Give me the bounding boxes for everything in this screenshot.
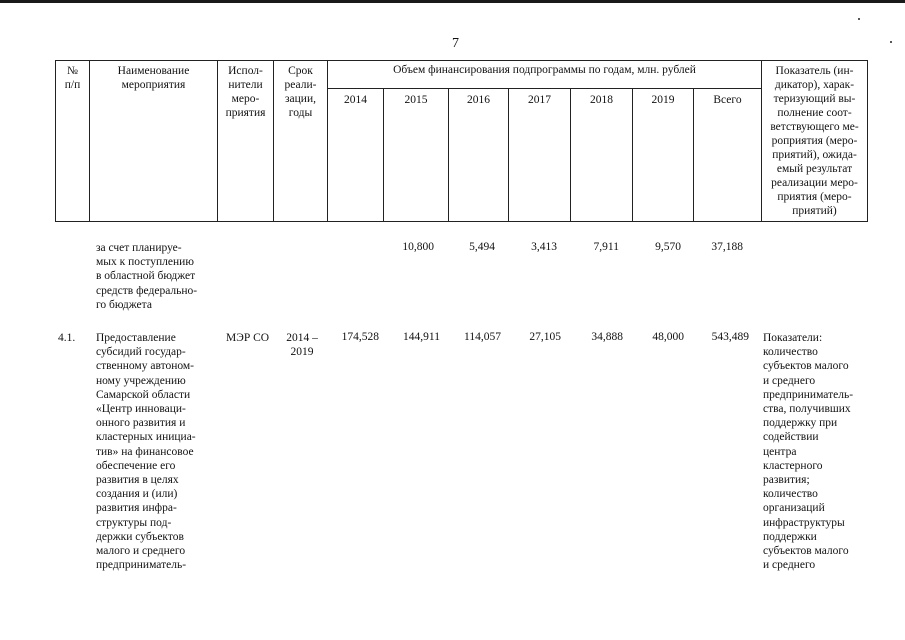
header-indicator: Показатель (ин- дикатор), харак- теризующий вы- полнение соот- ветствующего ме- роприятия (меро- приятий), ожида- емый результат реализации меро- приятия (меро- приятий) bbox=[770, 65, 859, 217]
row-federal-2015: 10,800 bbox=[402, 241, 434, 253]
header-year-2019: 2019 bbox=[651, 94, 675, 106]
row-4-1-term: 2014 – 2019 bbox=[286, 332, 318, 359]
header-term: Срок реали- зации, годы bbox=[284, 65, 317, 119]
row-federal-name: за счет планируе- мых к поступлению в областной бюджет средств федерально- го бюджета bbox=[96, 242, 198, 311]
table-header bbox=[55, 60, 868, 222]
scan-speck bbox=[890, 41, 892, 43]
row-4-1-2018: 34,888 bbox=[591, 331, 623, 343]
scan-speck bbox=[858, 18, 860, 20]
row-4-1-2016: 114,057 bbox=[464, 331, 501, 343]
row-federal-2016: 5,494 bbox=[469, 241, 495, 253]
header-funding: Объем финансирования подпрограммы по годам, млн. рублей bbox=[393, 64, 696, 76]
row-federal-2018: 7,911 bbox=[593, 241, 619, 253]
header-year-2018: 2018 bbox=[590, 94, 613, 106]
page-number: 7 bbox=[452, 36, 459, 51]
row-4-1-2014: 174,528 bbox=[341, 331, 379, 343]
row-federal-2017: 3,413 bbox=[531, 241, 557, 253]
header-year-2017: 2017 bbox=[528, 94, 551, 106]
row-4-1-2019: 48,000 bbox=[652, 331, 684, 343]
row-federal-2019: 9,570 bbox=[655, 241, 681, 253]
header-name: Наименование мероприятия bbox=[117, 65, 190, 91]
row-4-1-name: Предоставление субсидий государ- ственному автоном- ному учреждению Самарской области «Центр инноваци- онного развития и кластерных инициа- тив» на финансовое обеспечение его развития в целях создания и (или) развития инфра- структуры под- держки субъектов малого и среднего предприниматель- bbox=[96, 332, 196, 572]
row-4-1-2015: 144,911 bbox=[403, 331, 440, 343]
header-year-2015: 2015 bbox=[404, 94, 428, 106]
row-4-1-total: 543,489 bbox=[711, 331, 749, 343]
row-4-1-executor: МЭР СО bbox=[226, 332, 270, 344]
header-year-2016: 2016 bbox=[467, 94, 490, 106]
row-4-1-2017: 27,105 bbox=[529, 331, 561, 343]
row-4-1-num: 4.1. bbox=[58, 332, 76, 344]
header-total: Всего bbox=[713, 94, 742, 106]
header-executor: Испол- нители меро- приятия bbox=[225, 65, 266, 119]
row-federal-total: 37,188 bbox=[711, 241, 743, 253]
header-year-2014: 2014 bbox=[344, 94, 367, 106]
row-4-1-indicator: Показатели: количество субъектов малого и среднего предприниматель- ства, получивших поддержку при содействии центра кластерного развития; количество организаций инфраструктуры поддержки субъектов малого и среднего bbox=[763, 332, 854, 572]
header-num: № п/п bbox=[64, 65, 81, 91]
scan-top-border bbox=[0, 0, 905, 3]
